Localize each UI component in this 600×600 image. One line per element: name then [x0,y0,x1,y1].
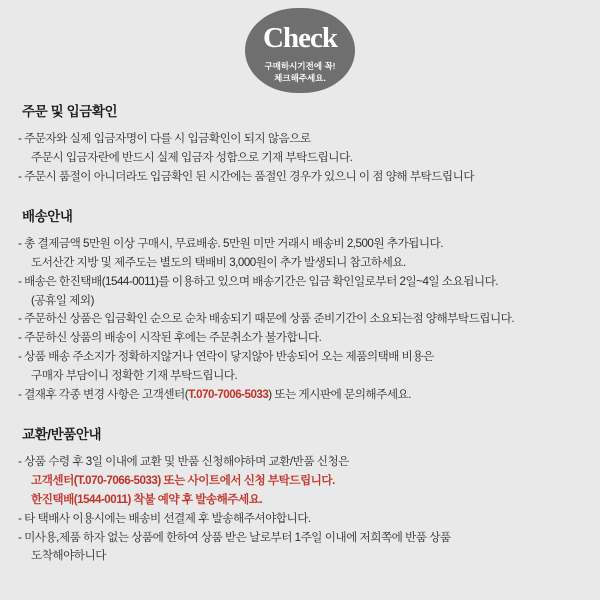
notice-line: 도착해야하니다 [31,549,106,563]
notice-line: - 주문자와 실제 입금자명이 다를 시 입금확인이 되지 않음으로 [18,132,311,145]
check-badge-subtitle-line1: 구매하시기전에 꼭! [264,61,336,71]
notice-line-customer-center [18,386,582,405]
notice-line: - 상품 배송 주소지가 정확하지않거나 연락이 닿지않아 반송되어 오는 제품의택배 비용은 [18,350,434,364]
notice-line: - 미사용,제품 하자 없는 상품에 한하여 상품 받은 날로부터 1주일 이내에 저희쪽에 반품 상품 [18,530,451,544]
notice-line: 주문시 입금자란에 반드시 실제 입금자 성함으로 기재 부탁드립니다. [31,150,353,164]
section-title: 배송안내 [22,209,73,225]
notice-line-text-post: ) 또는 게시판에 문의해주세요. [268,387,411,401]
section-shipping [18,205,582,404]
notice-line: - 주문시 품절이 아니더라도 입금확인 된 시간에는 품절인 경우가 있으니 이 점 양해 부탁드립니다 [18,169,475,183]
section-title: 주문 및 입금확인 [22,104,118,119]
notice-line: - 주문하신 상품은 입금확인 순으로 순차 배송되기 때문에 상품 준비기간이 소요되는점 양해부탁드립니다. [18,312,515,326]
notice-line-text-pre: - 결재후 각종 변경 사항은 고객센터( [18,387,189,401]
notice-line: 구매자 부담이니 정확한 기재 부탁드립니다. [31,368,238,382]
notice-line-courier: 한진택배(1544-0011) 착불 예약 후 발송해주세요. [31,492,263,506]
notice-line: - 타 택배사 이용시에는 배송비 선결제 후 발송해주셔야합니다. [18,511,311,525]
customer-center-phone: T.070-7006-5033 [188,387,269,401]
notice-content [0,100,600,568]
section-exchange-return [18,423,582,566]
section-title: 교환/반품안내 [22,427,102,443]
check-badge [245,8,355,93]
notice-line: - 총 결제금액 5만원 이상 구매시, 무료배송. 5만원 미만 거래시 배송비 2,500원 추가됩니다. [18,237,443,251]
notice-line-customer-center-return: 고객센터(T.070-7066-5033) 또는 사이트에서 신청 부탁드립니다. [31,474,335,488]
notice-line: - 상품 수령 후 3일 이내에 교환 및 반품 신청해야하며 교환/반품 신청은 [18,455,349,469]
check-badge-subtitle-line2: 체크해주세요. [274,73,326,84]
notice-line: (공휴일 제외) [31,293,94,307]
check-badge-subtitle [245,60,355,85]
notice-line: 도서산간 지방 및 제주도는 별도의 택배비 3,000원이 추가 발생되니 참고하세요. [31,256,406,270]
notice-line: - 주문하신 상품의 배송이 시작된 후에는 주문취소가 불가합니다. [18,331,322,345]
check-badge-title: Check [263,22,337,54]
notice-line: - 배송은 한진택배(1544-0011)를 이용하고 있으며 배송기간은 입금 확인일로부터 2일~4일 소요됩니다. [18,274,499,288]
section-order-payment [18,100,582,186]
